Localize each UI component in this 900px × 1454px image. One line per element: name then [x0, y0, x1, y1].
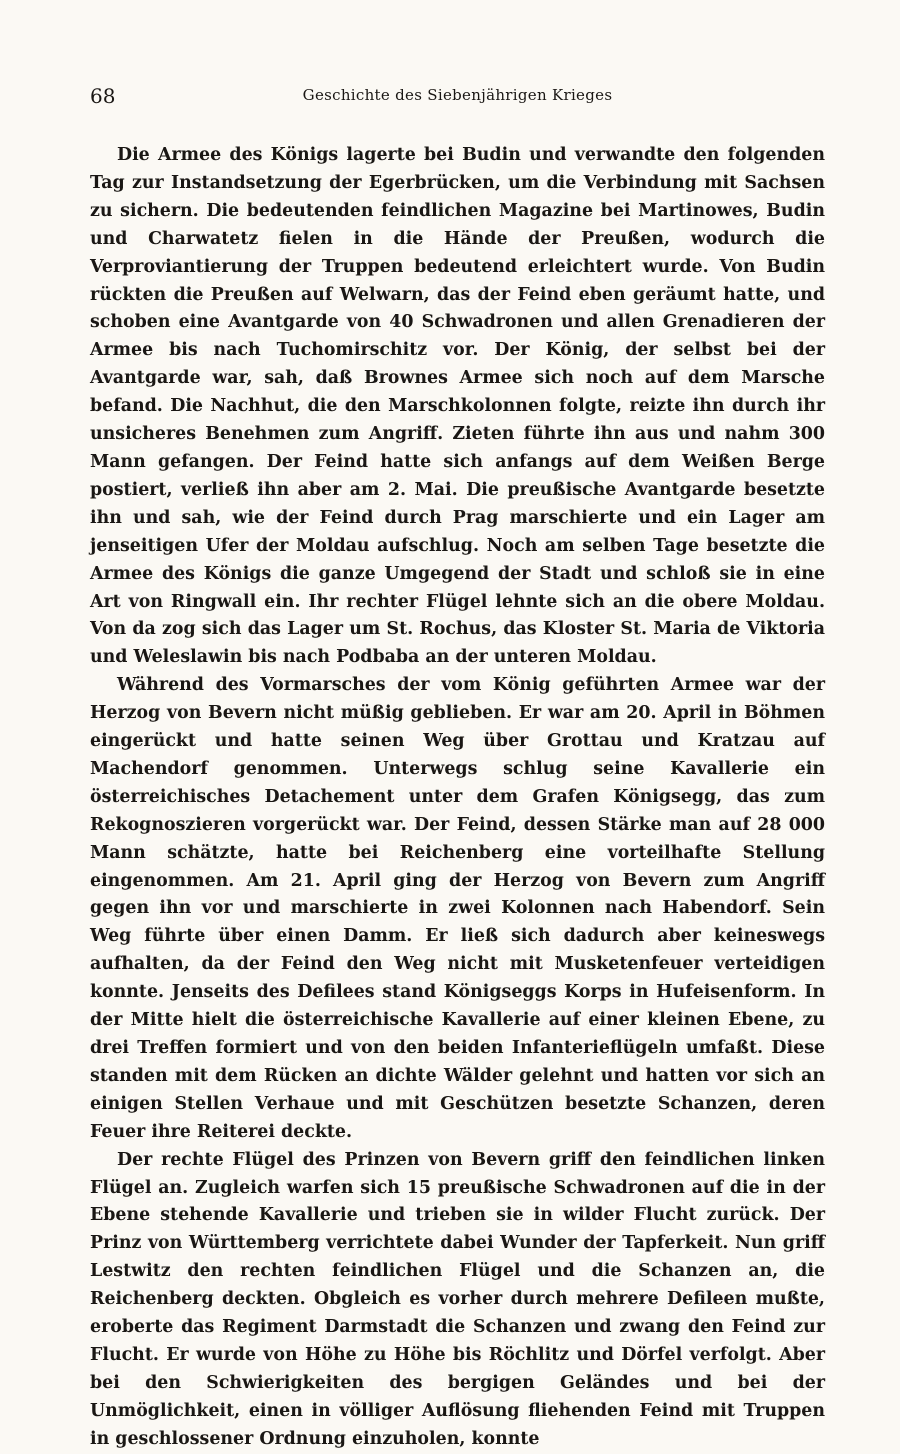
running-title: Geschichte des Siebenjährigen Krieges: [302, 86, 613, 104]
page-header: [90, 84, 825, 114]
paragraph: Der rechte Flügel des Prinzen von Bevern griff den feindlichen linken Flügel an. Zugleich warfen sich 15 preußische Schwadronen auf die in der Ebene stehende Kavallerie und trieben sie in wilder Flucht zurück. Der Prinz von Württemberg verrichtete dabei Wunder der Tapferkeit. Nun griff Lestwitz den rechten feindlichen Flügel und die Schanzen an, die Reichenberg deckten. Obgleich es vorher durch mehrere Defileen mußte, eroberte das Regiment Darmstadt die Schanzen und zwang den Feind zur Flucht. Er wurde von Höhe zu Höhe bis Röchlitz und Dörfel verfolgt. Aber bei den Schwierigkeiten des bergigen Geländes und bei der Unmöglichkeit, einen in völliger Auflösung fliehenden Feind mit Truppen in geschlossener Ordnung einzuholen, konnte: [90, 1149, 825, 1449]
page-number: 68: [90, 84, 116, 108]
paragraph: Die Armee des Königs lagerte bei Budin und verwandte den folgenden Tag zur Instandsetzung der Egerbrücken, um die Verbindung mit Sachsen zu sichern. Die bedeutenden feindlichen Magazine bei Martinowes, Budin und Charwatetz fielen in die Hände der Preußen, wodurch die Verproviantierung der Truppen bedeutend erleichtert wurde. Von Budin rückten die Preußen auf Welwarn, das der Feind eben geräumt hatte, und schoben eine Avantgarde von 40 Schwadronen und allen Grenadieren der Armee bis nach Tuchomirschitz vor. Der König, der selbst bei der Avantgarde war, sah, daß Brownes Armee sich noch auf dem Marsche befand. Die Nachhut, die den Marschkolonnen folgte, reizte ihn durch ihr unsicheres Benehmen zum Angriff. Zieten führte ihn aus und nahm 300 Mann gefangen. Der Feind hatte sich anfangs auf dem Weißen Berge postiert, verließ ihn aber am 2. Mai. Die preußische Avantgarde besetzte ihn und sah, wie der Feind durch Prag marschierte und ein Lager am jenseitigen Ufer der Moldau aufschlug. Noch am selben Tage besetzte die Armee des Königs die ganze Umgegend der Stadt und schloß sie in eine Art von Ringwall ein. Ihr rechter Flügel lehnte sich an die obere Moldau. Von da zog sich das Lager um St. Rochus, das Kloster St. Maria de Viktoria und Weleslawin bis nach Podbaba an der unteren Moldau.: [90, 145, 825, 668]
body-text: [90, 142, 825, 1454]
paragraph: Während des Vormarsches der vom König geführten Armee war der Herzog von Bevern nicht müßig geblieben. Er war am 20. April in Böhmen eingerückt und hatte seinen Weg über Grottau und Kratzau auf Machendorf genommen. Unterwegs schlug seine Kavallerie ein österreichisches Detachement unter dem Grafen Königsegg, das zum Rekognoszieren vorgerückt war. Der Feind, dessen Stärke man auf 28 000 Mann schätzte, hatte bei Reichenberg eine vorteilhafte Stellung eingenommen. Am 21. April ging der Herzog von Bevern zum Angriff gegen ihn vor und marschierte in zwei Kolonnen nach Habendorf. Sein Weg führte über einen Damm. Er ließ sich dadurch aber keineswegs aufhalten, da der Feind den Weg nicht mit Musketenfeuer verteidigen konnte. Jenseits des Defilees stand Königseggs Korps in Hufeisenform. In der Mitte hielt die österreichische Kavallerie auf einer kleinen Ebene, zu drei Treffen formiert und von den beiden Infanterieflügeln umfaßt. Diese standen mit dem Rücken an dichte Wälder gelehnt und hatten vor sich an einigen Stellen Verhaue und mit Geschützen besetzte Schanzen, deren Feuer ihre Reiterei deckte.: [90, 675, 825, 1142]
